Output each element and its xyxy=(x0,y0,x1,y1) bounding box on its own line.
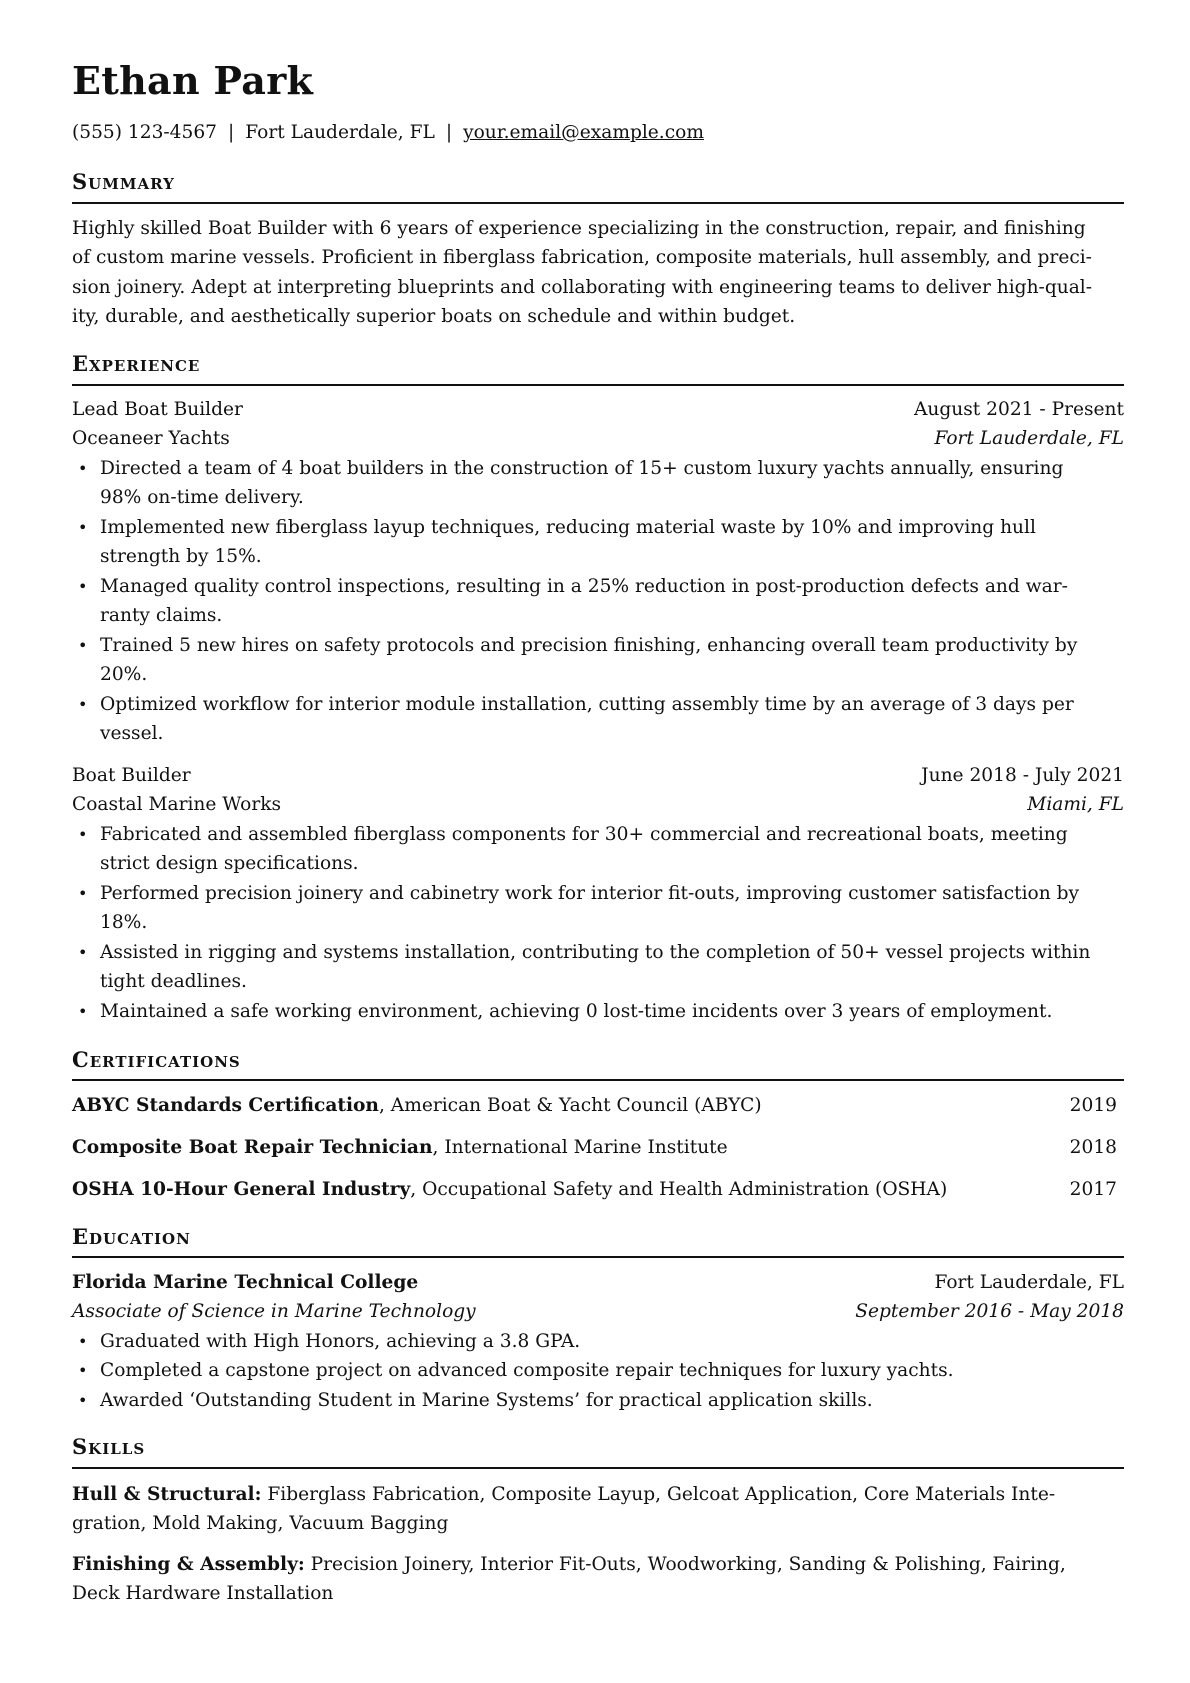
skill-label: Finishing & Assembly: xyxy=(72,1554,305,1575)
job-location: Miami, FL xyxy=(1027,794,1124,815)
job-dates: June 2018 - July 2021 xyxy=(921,765,1124,786)
section-divider xyxy=(72,1256,1124,1258)
section-divider xyxy=(72,1467,1124,1469)
section-title-certifications: Certifications xyxy=(72,1047,241,1072)
job-title: Boat Builder xyxy=(72,765,191,786)
bullet-icon: • xyxy=(78,884,88,903)
bullet-icon: • xyxy=(78,1332,88,1351)
section-divider xyxy=(72,202,1124,204)
skill-group: Finishing & Assembly: Precision Joinery, Interior Fit-Outs, Woodworking, Sanding & Polishing, Fairing, xyxy=(72,1554,1066,1575)
email-link[interactable]: your.email@example.com xyxy=(463,122,704,143)
bullet-icon: • xyxy=(78,577,88,596)
skill-group: Hull & Structural: Fiberglass Fabrication, Composite Layup, Gelcoat Application, Core Materials Inte- xyxy=(72,1484,1056,1505)
job-title: Lead Boat Builder xyxy=(72,399,243,420)
summary-line: ity, durable, and aesthetically superior boats on schedule and within budget. xyxy=(72,306,796,327)
bullet-icon: • xyxy=(78,825,88,844)
degree: Associate of Science in Marine Technology xyxy=(72,1301,476,1322)
certification-name: ABYC Standards Certification xyxy=(72,1095,379,1116)
section-title-education: Education xyxy=(72,1224,191,1249)
job-dates: August 2021 - Present xyxy=(913,399,1124,420)
education-dates: September 2016 - May 2018 xyxy=(855,1301,1124,1322)
bullet-icon: • xyxy=(78,636,88,655)
certification-year: 2017 xyxy=(1069,1179,1117,1200)
company-name: Oceaneer Yachts xyxy=(72,428,230,449)
bullet-icon: • xyxy=(78,459,88,478)
location: Fort Lauderdale, FL xyxy=(245,122,435,143)
certification-issuer: , American Boat & Yacht Council (ABYC) xyxy=(378,1095,762,1116)
school-name: Florida Marine Technical College xyxy=(72,1272,419,1293)
section-divider xyxy=(72,384,1124,386)
certification-year: 2019 xyxy=(1069,1095,1117,1116)
bullet-icon: • xyxy=(78,1002,88,1021)
section-title-skills: Skills xyxy=(72,1434,146,1459)
certification-issuer: , Occupational Safety and Health Administration (OSHA) xyxy=(410,1179,948,1200)
phone-number: (555) 123-4567 xyxy=(72,122,218,143)
certification-name: OSHA 10-Hour General Industry xyxy=(72,1179,411,1200)
company-name: Coastal Marine Works xyxy=(72,794,282,815)
skill-group-continued: gration, Mold Making, Vacuum Bagging xyxy=(72,1513,449,1534)
certification-year: 2018 xyxy=(1069,1137,1117,1158)
skill-label: Hull & Structural: xyxy=(72,1484,262,1505)
certification-name: Composite Boat Repair Technician xyxy=(72,1137,433,1158)
bullet-icon: • xyxy=(78,1361,88,1380)
bullet-icon: • xyxy=(78,518,88,537)
bullet-icon: • xyxy=(78,943,88,962)
summary-line: Highly skilled Boat Builder with 6 years of experience specializing in the construction, repair, and finishing xyxy=(72,218,1086,239)
section-title-experience: Experience xyxy=(72,351,201,376)
job-location: Fort Lauderdale, FL xyxy=(934,428,1124,449)
contact-line xyxy=(72,122,704,143)
certification-issuer: , International Marine Institute xyxy=(432,1137,728,1158)
bullet-icon: • xyxy=(78,695,88,714)
section-divider xyxy=(72,1079,1124,1081)
summary-line: sion joinery. Adept at interpreting blueprints and collaborating with engineering teams to deliver high-qual- xyxy=(72,277,1093,298)
separator: | xyxy=(228,122,235,143)
candidate-name: Ethan Park xyxy=(72,58,314,103)
bullet-icon: • xyxy=(78,1391,88,1410)
separator: | xyxy=(445,122,453,143)
skill-group-continued: Deck Hardware Installation xyxy=(72,1583,334,1604)
section-title-summary: Summary xyxy=(72,169,175,194)
school-location: Fort Lauderdale, FL xyxy=(934,1272,1124,1293)
summary-line: of custom marine vessels. Proficient in fiberglass fabrication, composite materials, hull assembly, and preci- xyxy=(72,247,1092,268)
